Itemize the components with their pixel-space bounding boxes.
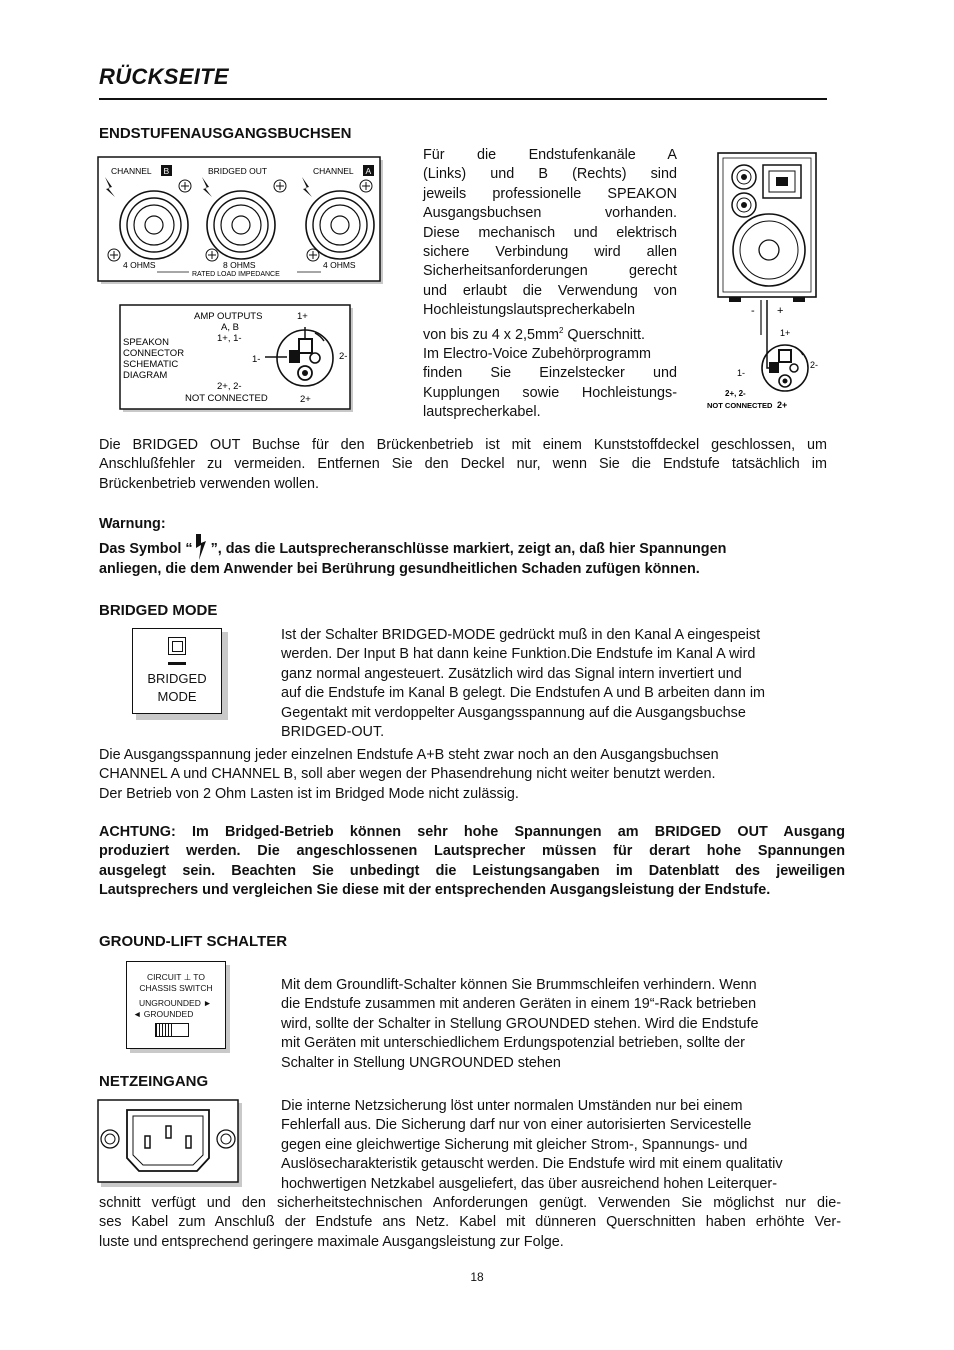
schematic-pin-2plus: 2+	[300, 394, 311, 405]
text-line: Diese mechanisch und elektrisch	[423, 224, 677, 241]
ground-panel-grounded: ◄ GROUNDED	[133, 1009, 194, 1019]
cable-text: von bis zu 4 x 2,5mm	[423, 326, 559, 343]
speaker-wiring-diagram	[705, 150, 827, 415]
text-line-cable	[423, 321, 677, 345]
panel-ohms-mid: 8 OHMS	[223, 260, 256, 270]
warning-line	[99, 534, 839, 560]
text-line: Schalter in Stellung UNGROUNDED stehen	[281, 1054, 561, 1071]
speaker-plus-label: +	[777, 305, 784, 317]
text-line: die Endstufe zusammen mit anderen Geräten in einem 19“-Rack betrieben	[281, 996, 757, 1013]
ground-panel-ungrounded: UNGROUNDED ►	[139, 998, 212, 1008]
mains-description-bottom	[99, 1194, 841, 1252]
text-line: Fehlerfall aus. Die Sicherung darf nur von einer autorisierten Servicestelle	[281, 1117, 752, 1134]
speaker-pin-2plus: 2+	[777, 400, 788, 410]
text-line: Ist der Schalter BRIDGED-MODE gedrückt muß in den Kanal A eingespeist	[281, 627, 761, 643]
warning-title: Warnung:	[99, 516, 166, 532]
panel-channel-b-label: CHANNEL	[111, 166, 152, 176]
text-line: Die BRIDGED OUT Buchse für den Brückenbetrieb ist mit einem Kunststoffdeckel geschlossen, um	[99, 437, 827, 453]
bridged-mode-switch	[132, 628, 222, 714]
ground-lift-heading: GROUND-LIFT SCHALTER	[99, 933, 288, 950]
ground-panel-line: CIRCUIT ⊥ TO	[147, 972, 205, 982]
speaker-minus-label: -	[751, 305, 755, 317]
bridged-mode-heading: BRIDGED MODE	[99, 602, 218, 619]
mains-description-top	[281, 1097, 841, 1194]
bridged-mode-followup	[99, 746, 827, 804]
speaker-cabinet-icon	[718, 153, 816, 302]
speakon-schematic	[119, 303, 355, 413]
speakon-pinout-icon	[762, 340, 808, 391]
bridged-switch-label: MODE	[157, 689, 197, 704]
text-line: Mit dem Groundlift-Schalter können Sie Brummschleifen verhindern. Wenn	[281, 977, 757, 993]
text-line: ses Kabel zum Anschluß der Endstufe ans Netz. Kabel mit dünneren Querschnitten haben erhöhte Ver-	[99, 1214, 841, 1231]
text-line: Anschlußfehler zu vermeiden. Entfernen Sie den Deckel nur, wenn Sie die Endstufe tatsächlich im	[99, 456, 827, 473]
text-line: jeweils professionelle SPEAKON	[423, 185, 677, 202]
schematic-pin-1minus: 1-	[252, 354, 261, 365]
text-line: Der Betrieb von 2 Ohm Lasten ist im Bridged Mode nicht zulässig.	[99, 785, 519, 802]
schematic-label-line: SPEAKON	[123, 337, 169, 348]
text-line: hochwertigen Netzkabel ausgeliefert, das über ausreichend hohen Leiterquer-	[281, 1175, 777, 1192]
attention-line: ACHTUNG: Im Bridged-Betrieb können sehr hohe Spannungen am BRIDGED OUT Ausgang	[99, 824, 845, 840]
mains-heading: NETZEINGANG	[99, 1073, 209, 1090]
cable-superscript: 2	[558, 325, 564, 335]
ground-lift-description	[281, 976, 827, 1073]
text-line: mit Geräten mit unterschiedlichem Erdungspotenzial betrieben, sollte der	[281, 1035, 745, 1052]
page-number: 18	[470, 1270, 484, 1284]
schematic-pin-1plus: 1+	[297, 311, 308, 322]
attention-line: produziert werden. Die angeschlossenen Lautsprecher müssen für derart hohe Spannungen	[99, 843, 845, 860]
attention-line: Lautsprechers und vergleichen Sie diese mit der entsprechenden Ausgangsleistung der Endstufe.	[99, 882, 771, 899]
speaker-not-connected: NOT CONNECTED	[707, 401, 773, 410]
bridged-mode-description	[281, 626, 827, 742]
text-line: wird, sollte der Schalter in Stellung GROUNDED stehen. Wird die Endstufe	[281, 1015, 759, 1032]
schematic-label-line: SCHEMATIC	[123, 359, 179, 370]
text-line: Kupplungen sowie Hochleistungs-	[423, 384, 677, 401]
text-line: luste und entsprechend geringere maximale Ausgangsleistung zur Folge.	[99, 1233, 564, 1250]
warning-text: Das Symbol “	[99, 541, 193, 558]
text-line: Sicherheitsanforderungen gerecht	[423, 263, 677, 280]
outputs-description	[423, 146, 677, 422]
text-line: Die Ausgangsspannung jeder einzelnen Endstufe A+B steht zwar noch an den Ausgangsbuchsen	[99, 747, 719, 763]
text-line: Im Electro-Voice Zubehörprogramm	[423, 345, 651, 362]
text-line: auf die Endstufe im Kanal B gelegt. Die Endstufen A und B arbeiten dann im	[281, 685, 766, 702]
speaker-nc-pins: 2+, 2-	[725, 389, 746, 398]
output-connector-panel	[97, 155, 387, 289]
bridged-switch-label: BRIDGED	[147, 671, 207, 686]
schematic-amp-outputs: AMP OUTPUTS	[194, 311, 263, 322]
schematic-not-connected: NOT CONNECTED	[185, 393, 268, 404]
text-line: und erlaubt die Verwendung von	[423, 282, 677, 299]
title-rule	[99, 98, 827, 100]
panel-channel-a-label: CHANNEL	[313, 166, 354, 176]
text-line: BRIDGED-OUT.	[281, 724, 385, 741]
panel-rated-impedance: RATED LOAD IMPEDANCE	[192, 271, 280, 278]
text-line: Die interne Netzsicherung löst unter normalen Umständen nur bei einem	[281, 1098, 743, 1114]
panel-bridged-out-label: BRIDGED OUT	[208, 166, 268, 176]
text-line: werden. Der Input B hat dann keine Funktion.Die Endstufe im Kanal A wird	[281, 646, 756, 663]
panel-ohms-right: 4 OHMS	[323, 260, 356, 270]
text-line: CHANNEL A und CHANNEL B, soll aber wegen der Phasendrehung nicht weiter benutzt werden.	[99, 766, 716, 783]
text-line: Ausgangsbuchsen vorhanden.	[423, 205, 677, 222]
switch-button-icon	[168, 637, 186, 655]
panel-channel-a-letter: A	[365, 166, 372, 176]
outputs-heading: ENDSTUFENAUSGANGSBUCHSEN	[99, 125, 352, 142]
text-line: schnitt verfügt und den sicherheitstechnischen Anforderungen genügt. Verwenden Sie möglichst nur die-	[99, 1195, 841, 1211]
text-line: ganz normal angesteuert. Zusätzlich wird das Signal intern invertiert und	[281, 665, 742, 682]
warning-block	[99, 515, 839, 580]
lightning-bolt-icon	[193, 534, 207, 560]
panel-ohms-left: 4 OHMS	[123, 260, 156, 270]
schematic-label-line: DIAGRAM	[123, 370, 168, 381]
ground-lift-panel	[126, 961, 226, 1049]
warning-text: ”, das die Lautsprecheranschlüsse markiert, zeigt an, daß hier Spannungen	[206, 541, 727, 558]
bridged-attention	[99, 823, 845, 901]
ground-panel-line: CHASSIS SWITCH	[139, 983, 213, 993]
schematic-pins-plus: 1+, 1-	[217, 333, 242, 344]
text-line: finden Sie Einzelstecker und	[423, 365, 677, 382]
schematic-ab: A, B	[221, 322, 239, 333]
ground-lift-slide-switch	[155, 1023, 189, 1037]
speaker-pin-1plus: 1+	[780, 328, 791, 338]
text-line: Auslösecharakteristik getauscht werden. Die Endstufe wird mit einem qualitativ	[281, 1156, 783, 1173]
text-line: Gegentakt mit verdoppelter Ausgangsspannung auf die Ausgangsbuchse	[281, 704, 746, 721]
mains-inlet-panel	[97, 1098, 243, 1188]
speaker-pin-1minus: 1-	[737, 368, 746, 378]
text-line: gegen eine gleichwertige Sicherung mit gleicher Strom-, Spannungs- und	[281, 1136, 748, 1153]
text-line: lautsprecherkabel.	[423, 404, 541, 421]
text-line: (Links) und B (Rechts) sind	[423, 166, 677, 183]
attention-line: ausgelegt sein. Beachten Sie unbedingt die Leistungsangaben im Datenblatt des jeweiligen	[99, 862, 845, 879]
cable-text-end: Querschnitt.	[567, 326, 646, 343]
schematic-label-line: CONNECTOR	[123, 348, 185, 359]
bridged-out-note	[99, 436, 827, 494]
speaker-pin-2minus: 2-	[810, 360, 819, 370]
text-line: Brückenbetrieb verwenden wollen.	[99, 475, 319, 492]
schematic-nc-pins: 2+, 2-	[217, 381, 242, 392]
page-title: RÜCKSEITE	[99, 64, 229, 89]
switch-indicator	[168, 662, 186, 665]
text-line: sichere Verbindung wird allen	[423, 244, 677, 261]
panel-channel-b-letter: B	[163, 166, 170, 176]
schematic-pin-2minus: 2-	[339, 351, 348, 362]
text-line: Hochleistungslautsprecherkabeln	[423, 302, 635, 319]
text-line: Für die Endstufenkanäle A	[423, 147, 677, 163]
warning-line: anliegen, die dem Anwender bei Berührung gesundheitlichen Schaden zufügen können.	[99, 561, 700, 578]
